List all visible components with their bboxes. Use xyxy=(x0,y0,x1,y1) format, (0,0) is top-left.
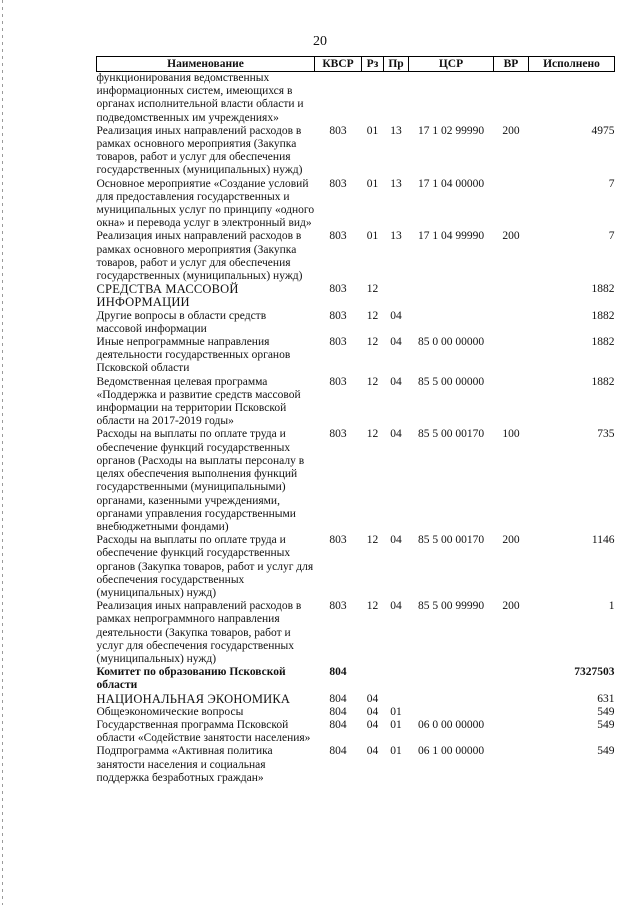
cell-vr: 200 xyxy=(502,534,520,547)
cell-name: Иные непрограммные направления деятельности государственных органов Псковской области xyxy=(96,336,291,375)
cell-kvsr: 803 xyxy=(329,375,347,388)
cell-pr: 13 xyxy=(390,177,402,190)
cell-pr xyxy=(384,666,409,692)
cell-kvsr: 803 xyxy=(329,309,347,322)
cell-vr xyxy=(494,376,529,429)
cell-kvsr: 803 xyxy=(329,283,347,296)
cell-csr: 85 0 00 00000 xyxy=(417,336,485,349)
cell-csr: 06 0 00 00000 xyxy=(417,718,485,731)
table-body xyxy=(97,72,615,785)
cell-kvsr: 804 xyxy=(329,718,347,731)
column-header-name: Наименование xyxy=(97,57,315,72)
cell-amount: 4975 xyxy=(591,124,615,137)
cell-pr xyxy=(384,72,409,125)
cell-kvsr: 804 xyxy=(329,666,347,679)
cell-csr: 17 1 04 00000 xyxy=(417,177,485,190)
cell-pr: 04 xyxy=(390,428,402,441)
cell-amount: 1 xyxy=(608,600,615,613)
table-row xyxy=(97,706,615,719)
table-row xyxy=(97,534,615,600)
cell-rz: 01 xyxy=(366,177,379,190)
cell-amount xyxy=(529,72,615,125)
cell-name: Другие вопросы в области средств массовой информации xyxy=(96,309,267,335)
cell-vr xyxy=(494,706,529,719)
cell-csr: 85 5 00 00000 xyxy=(417,375,485,388)
table-row xyxy=(97,230,615,283)
cell-rz: 12 xyxy=(366,336,379,349)
cell-vr xyxy=(494,336,529,376)
cell-rz: 01 xyxy=(366,124,379,137)
cell-vr xyxy=(494,178,529,231)
cell-kvsr: 803 xyxy=(329,124,347,137)
cell-amount: 1146 xyxy=(591,534,615,547)
table-row xyxy=(97,178,615,231)
cell-kvsr: 803 xyxy=(329,600,347,613)
cell-kvsr xyxy=(315,72,362,125)
cell-pr: 04 xyxy=(390,534,402,547)
table-row xyxy=(97,125,615,178)
page-number: 20 xyxy=(313,34,327,49)
cell-csr: 17 1 04 99990 xyxy=(417,230,485,243)
cell-kvsr: 804 xyxy=(329,692,347,705)
cell-name: Реализация иных направлений расходов в рамках основного мероприятия (Закупка товаров, работ и услуг для обеспечения государственных (муниципальных) нужд) xyxy=(96,230,303,283)
cell-name: Расходы на выплаты по оплате труда и обеспечение функций государственных органов (Закупка товаров, работ и услуг для обеспечения государственных (муниципальных) нужд) xyxy=(96,534,314,599)
table-row xyxy=(97,666,615,692)
cell-pr: 04 xyxy=(390,375,402,388)
cell-rz: 01 xyxy=(366,230,379,243)
cell-vr: 100 xyxy=(502,428,520,441)
cell-amount: 1882 xyxy=(591,309,615,322)
cell-csr xyxy=(409,693,494,706)
table-row xyxy=(97,428,615,534)
table-row xyxy=(97,719,615,745)
cell-vr: 200 xyxy=(502,230,520,243)
table-row xyxy=(97,72,615,125)
cell-name: Комитет по образованию Псковской области xyxy=(96,666,286,692)
column-header-vr: ВР xyxy=(494,57,529,72)
cell-rz: 04 xyxy=(366,745,379,758)
cell-vr xyxy=(494,745,529,785)
cell-pr: 01 xyxy=(390,745,402,758)
cell-kvsr: 804 xyxy=(329,745,347,758)
cell-vr xyxy=(494,719,529,745)
cell-pr: 04 xyxy=(390,600,402,613)
cell-pr: 01 xyxy=(390,705,402,718)
cell-pr: 04 xyxy=(390,309,402,322)
cell-amount: 7 xyxy=(608,177,615,190)
cell-rz: 12 xyxy=(366,428,379,441)
table-header-row xyxy=(97,57,615,72)
cell-pr: 04 xyxy=(390,336,402,349)
cell-amount: 7327503 xyxy=(574,666,615,679)
cell-rz: 04 xyxy=(366,718,379,731)
cell-rz: 12 xyxy=(366,309,379,322)
table-row xyxy=(97,745,615,785)
cell-rz: 12 xyxy=(366,534,379,547)
cell-csr xyxy=(409,666,494,692)
cell-kvsr: 804 xyxy=(329,705,347,718)
table-row xyxy=(97,283,615,309)
budget-table xyxy=(96,56,615,785)
column-header-csr: ЦСР xyxy=(409,57,494,72)
cell-csr: 06 1 00 00000 xyxy=(417,745,485,758)
cell-name: Реализация иных направлений расходов в рамках непрограммного направления деятельности (Закупка товаров, работ и услуг для обеспечения государственных (муниципальных) нужд) xyxy=(96,600,302,665)
cell-csr xyxy=(409,706,494,719)
cell-rz: 12 xyxy=(366,375,379,388)
cell-rz xyxy=(362,666,384,692)
cell-kvsr: 803 xyxy=(329,428,347,441)
column-header-rz: Рз xyxy=(362,57,384,72)
cell-rz: 12 xyxy=(366,600,379,613)
cell-name: НАЦИОНАЛЬНАЯ ЭКОНОМИКА xyxy=(96,691,291,706)
cell-csr: 85 5 00 99990 xyxy=(417,600,485,613)
cell-amount: 1882 xyxy=(591,283,615,296)
column-header-pr: Пр xyxy=(384,57,409,72)
cell-rz xyxy=(362,72,384,125)
cell-csr: 17 1 02 99990 xyxy=(417,124,485,137)
table-row xyxy=(97,336,615,376)
cell-csr xyxy=(409,283,494,309)
cell-name: СРЕДСТВА МАССОВОЙ ИНФОРМАЦИИ xyxy=(96,282,239,310)
cell-csr: 85 5 00 00170 xyxy=(417,428,485,441)
cell-amount: 631 xyxy=(597,692,615,705)
cell-vr xyxy=(494,310,529,336)
cell-name: Ведомственная целевая программа «Поддержка и развитие средств массовой информации на территории Псковской области на 2017-2019 годы» xyxy=(96,375,301,428)
cell-name: Общеэкономические вопросы xyxy=(96,705,244,718)
table-row xyxy=(97,600,615,666)
cell-name: Расходы на выплаты по оплате труда и обеспечение функций государственных органов (Расходы на выплаты персоналу в целях обеспечения выполнения функций государственными (муниципальными) органами, казенными учреждениями, органами управления государственными внебюджетными фондами) xyxy=(96,428,305,533)
cell-name: Государственная программа Псковской области «Содействие занятости населения» xyxy=(96,718,311,745)
cell-amount: 549 xyxy=(597,718,615,731)
cell-kvsr: 803 xyxy=(329,177,347,190)
table-row xyxy=(97,376,615,429)
cell-pr xyxy=(384,283,409,309)
cell-rz: 12 xyxy=(366,283,379,296)
cell-vr: 200 xyxy=(502,124,520,137)
cell-vr xyxy=(494,666,529,692)
cell-rz: 04 xyxy=(366,705,379,718)
cell-csr xyxy=(409,310,494,336)
cell-kvsr: 803 xyxy=(329,534,347,547)
cell-vr xyxy=(494,283,529,309)
cell-amount: 1882 xyxy=(591,336,615,349)
cell-name: Реализация иных направлений расходов в рамках основного мероприятия (Закупка товаров, работ и услуг для обеспечения государственных (муниципальных) нужд) xyxy=(96,124,303,177)
cell-csr xyxy=(409,72,494,125)
column-header-kvsr: КВСР xyxy=(315,57,362,72)
cell-pr: 13 xyxy=(390,230,402,243)
cell-amount: 549 xyxy=(597,745,615,758)
table-row xyxy=(97,310,615,336)
cell-pr xyxy=(384,693,409,706)
cell-csr: 85 5 00 00170 xyxy=(417,534,485,547)
cell-pr: 01 xyxy=(390,718,402,731)
cell-amount: 7 xyxy=(608,230,615,243)
cell-kvsr: 803 xyxy=(329,336,347,349)
cell-amount: 735 xyxy=(597,428,615,441)
cell-amount: 1882 xyxy=(591,375,615,388)
cell-amount: 549 xyxy=(597,705,615,718)
scan-edge-artifact xyxy=(2,0,3,905)
cell-vr: 200 xyxy=(502,600,520,613)
cell-name: функционирования ведомственных информационных систем, имеющихся в органах исполнительной власти области и подведомственных им учреждениях» xyxy=(96,72,304,124)
table-row xyxy=(97,693,615,706)
cell-vr xyxy=(494,693,529,706)
cell-vr xyxy=(494,72,529,125)
column-header-amount: Исполнено xyxy=(529,57,615,72)
cell-name: Подпрограмма «Активная политика занятости населения и социальная поддержка безработных граждан» xyxy=(96,745,273,784)
cell-pr: 13 xyxy=(390,124,402,137)
cell-kvsr: 803 xyxy=(329,230,347,243)
cell-rz: 04 xyxy=(366,692,379,705)
cell-name: Основное мероприятие «Создание условий для предоставления государственных и муниципальных услуг по принципу «одного окна» и перевода услуг в электронный вид» xyxy=(96,177,315,230)
